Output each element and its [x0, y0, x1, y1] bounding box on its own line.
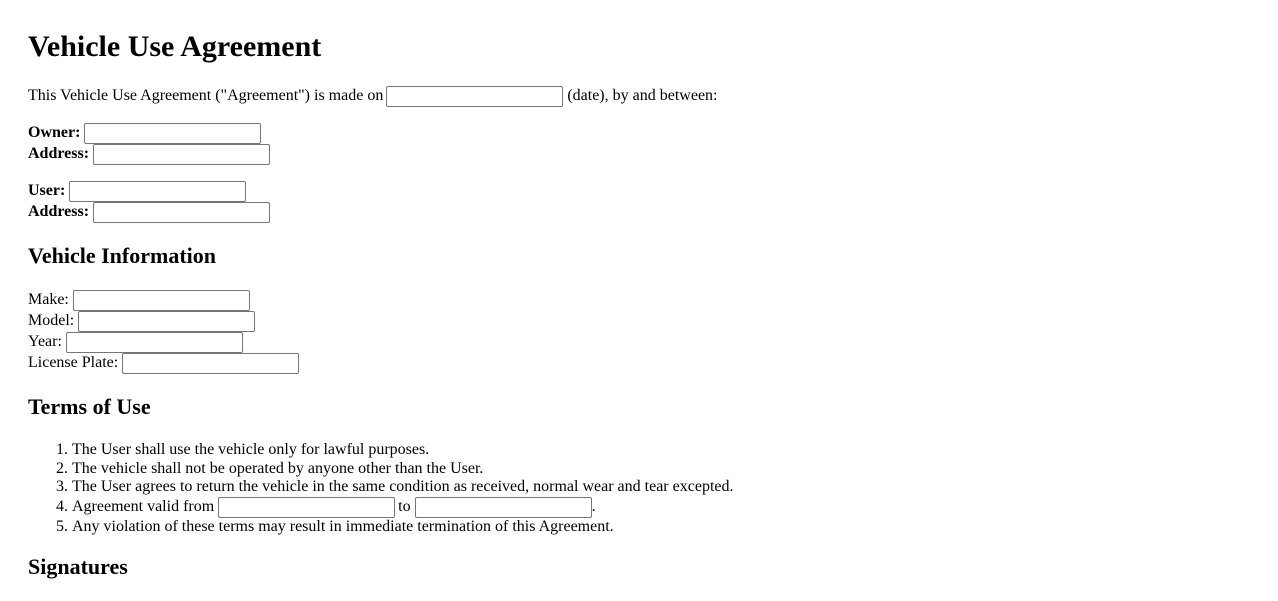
valid-from-input[interactable]: [218, 497, 395, 518]
intro-text-after: (date), by and between:: [567, 87, 718, 105]
year-row: [28, 332, 243, 353]
terms-of-use-heading: Terms of Use: [28, 394, 151, 419]
list-item: 5. Any violation of these terms may result in immediate termination of this Agreement.: [56, 517, 614, 535]
year-input[interactable]: [66, 332, 243, 353]
valid-to-label: to: [398, 497, 411, 515]
license-plate-input[interactable]: [122, 353, 299, 374]
model-row: [28, 311, 255, 332]
owner-row: [28, 123, 261, 144]
owner-address-input[interactable]: [93, 144, 270, 165]
intro-text-before: This Vehicle Use Agreement ("Agreement") is made on: [28, 87, 384, 105]
owner-address-label: Address:: [28, 145, 90, 163]
license-plate-label: License Plate:: [28, 354, 119, 372]
page-title: Vehicle Use Agreement: [28, 30, 322, 63]
vehicle-information-heading: Vehicle Information: [28, 243, 217, 268]
user-address-row: [28, 202, 270, 223]
owner-name-input[interactable]: [84, 123, 261, 144]
list-item: 3. The User agrees to return the vehicle in the same condition as received, normal wear and tear excepted.: [56, 478, 734, 496]
make-label: Make:: [28, 291, 69, 309]
terms-list: [28, 441, 733, 536]
valid-to-input[interactable]: [415, 497, 592, 518]
valid-from-label: Agreement valid from: [72, 497, 215, 515]
validity-period-punct: .: [591, 497, 596, 515]
owner-label: Owner:: [28, 124, 81, 142]
agreement-date-input[interactable]: [386, 86, 563, 107]
owner-address-row: [28, 144, 270, 165]
user-label: User:: [28, 182, 66, 200]
make-input[interactable]: [73, 290, 250, 311]
list-item-validity: 4. Agreement valid from to .: [28, 497, 733, 518]
user-row: [28, 181, 246, 202]
intro-line: [28, 86, 717, 107]
model-label: Model:: [28, 312, 75, 330]
user-name-input[interactable]: [69, 181, 246, 202]
make-row: [28, 290, 250, 311]
user-address-input[interactable]: [93, 202, 270, 223]
user-address-label: Address:: [28, 203, 90, 221]
model-input[interactable]: [78, 311, 255, 332]
license-plate-row: [28, 353, 299, 374]
list-item: 2. The vehicle shall not be operated by anyone other than the User.: [56, 459, 484, 477]
list-item: 1. The User shall use the vehicle only for lawful purposes.: [56, 441, 430, 459]
signatures-heading: Signatures: [28, 554, 128, 579]
year-label: Year:: [28, 333, 62, 351]
